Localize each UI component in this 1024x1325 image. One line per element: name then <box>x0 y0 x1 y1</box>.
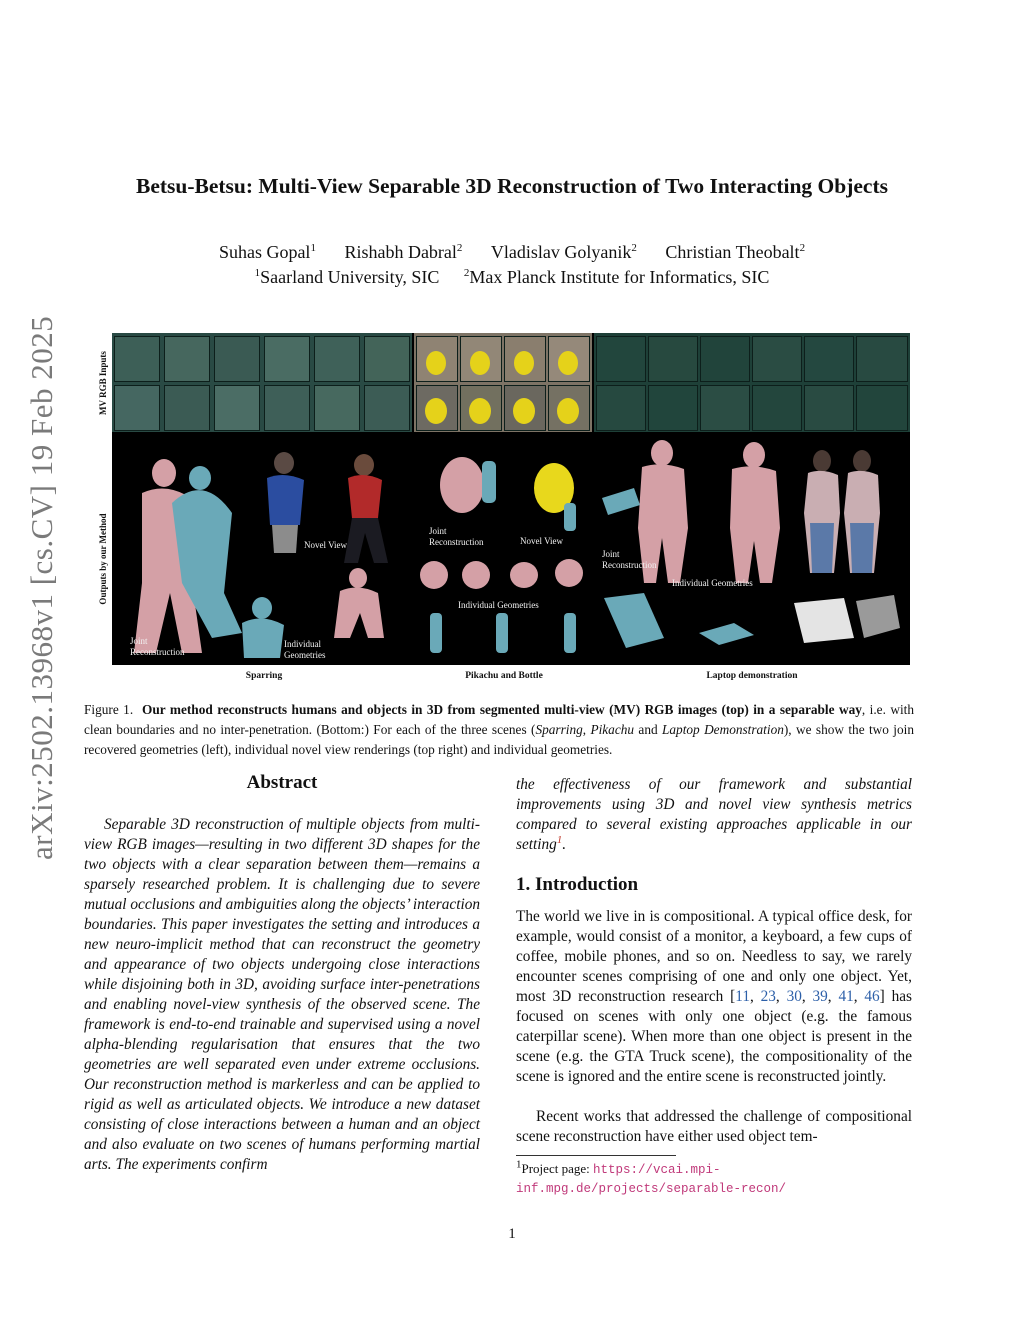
intro-paragraph: Recent works that addressed the challenge of compositional scene reconstruction have either used object tem- <box>516 1108 912 1145</box>
label-individual-geometries: Individual Geometries <box>672 578 753 588</box>
figure-panel-sparring <box>112 333 412 665</box>
affiliation: $^2$Max Planck Institute for Informatics, SIC <box>463 267 770 287</box>
pikachu-render <box>414 433 592 665</box>
abstract-continuation-end: . <box>562 836 567 853</box>
footnote-divider <box>516 1155 676 1156</box>
output-render <box>594 433 910 665</box>
figure-row-label-top: MV RGB Inputs <box>98 351 108 415</box>
footnote-ref[interactable]: 1 <box>556 833 563 846</box>
output-render <box>414 433 592 665</box>
paper-title: Betsu-Betsu: Multi-View Separable 3D Reconstruction of Two Interacting Objects <box>135 174 889 198</box>
intro-text: The world we live in is compositional. A typical office desk, for example, would consist of a monitor, a keyboard, a few cups of coffee, mobile phones, and so on. Needless to say, we rarely encounter scenes comprising of one and only one object. Yet, most 3D reconstruction research [ <box>516 908 912 1005</box>
caption-text: ), we show the two join recovered geometries (left), individual novel view renderings (top right) and individual geometries. <box>84 722 914 757</box>
abstract-continuation <box>516 775 912 855</box>
abstract-heading: Abstract <box>246 772 318 793</box>
figure-row-label-bottom: Outputs by our Method <box>98 513 108 605</box>
affiliation-list <box>80 265 944 290</box>
intro-paragraph: The world we live in is compositional. A typical office desk, for example, would consist of a monitor, a keyboard, a few cups of coffee, mobile phones, and so on. Needless to say, we rarely encounter scenes comprising of one and only one object. Yet, most 3D reconstruction research [11, 23, 30, 39, 41, 46] has focused on scenes with only one object (e.g. the famous caterpillar scene). When more than one object is present in the scene (e.g. the GTA Truck scene), the compositionality of the scene is ignored and the entire scene is reconstructed jointly. <box>516 908 912 1085</box>
citation-link[interactable]: 39 <box>812 988 828 1005</box>
scene-label-laptop: Laptop demonstration <box>706 671 798 681</box>
multiview-input-grid <box>112 333 412 432</box>
label-reconstruction: Reconstruction <box>602 560 657 570</box>
author: Christian Theobalt$^2$ <box>665 242 806 262</box>
label-joint: Joint <box>602 549 620 559</box>
author: Rishabh Dabral$^2$ <box>344 242 463 262</box>
multiview-input-grid <box>414 333 592 432</box>
laptop-render <box>594 433 910 665</box>
figure-caption <box>84 700 914 760</box>
teaser-figure <box>112 333 910 665</box>
citation-link[interactable]: 30 <box>786 988 802 1005</box>
caption-italic: Pikachu <box>590 722 635 737</box>
caption-text: , i.e. with clean boundaries and no inter-penetration. (Bottom:) For each of the three scenes ( <box>84 702 914 737</box>
citation-link[interactable]: 46 <box>864 988 880 1005</box>
footnote <box>516 1160 916 1198</box>
label-novel-view: Novel View <box>520 536 564 546</box>
multiview-input-grid <box>594 333 910 432</box>
author: Suhas Gopal$^1$ <box>218 242 316 262</box>
footnote-marker: 1 <box>516 1158 522 1171</box>
abstract-body: Separable 3D reconstruction of multiple objects from multi-view RGB images—resulting in two different 3D shapes for the two objects with a clear separation between them—remains a sparsely researched problem. It is challenging due to severe mutual occlusions and ambiguities along the objects’ interaction boundaries. This paper investigates the setting and introduces a new neuro-implicit method that can reconstruct the geometry and appearance of two objects undergoing close interactions while disjoining both in 3D, avoiding surface inter-penetrations and enabling novel-view synthesis of the observed scene. The framework is end-to-end trainable and supervised using a novel alpha-blending regularisation that ensures that the two geometries are well separated even under extreme occlusions. Our reconstruction method is markerless and can be applied to rigid as well as articulated objects. We introduce a new dataset consisting of close interactions between a human and an object and also evaluate on two scenes of humans performing martial arts. The experiments confirm <box>84 816 480 1173</box>
figure-panel-pikachu <box>414 333 592 665</box>
scene-label-sparring: Sparring <box>245 671 283 681</box>
caption-bold: Our method reconstructs humans and objects in 3D from segmented multi-view (MV) RGB images (top) in a separable way <box>142 702 862 717</box>
scene-label-pikachu: Pikachu and Bottle <box>465 671 543 681</box>
caption-text: , <box>582 722 591 737</box>
abstract-continuation-text: the effectiveness of our framework and substantial improvements using 3D and novel view synthesis metrics compared to several existing approaches applicable in our setting <box>516 776 912 853</box>
arxiv-identifier: arXiv:2502.13968v1 [cs.CV] 19 Feb 2025 <box>24 315 59 860</box>
caption-text: and <box>634 722 663 737</box>
label-reconstruction: Reconstruction <box>130 647 185 657</box>
label-geometries: Geometries <box>284 650 326 660</box>
citation-link[interactable]: 41 <box>838 988 854 1005</box>
label-joint: Joint <box>429 526 447 536</box>
output-render <box>112 433 412 665</box>
author: Vladislav Golyanik$^2$ <box>490 242 637 262</box>
label-novel-view: Novel View <box>304 540 348 550</box>
label-reconstruction: Reconstruction <box>429 537 484 547</box>
author-list <box>80 240 944 265</box>
citation-link[interactable]: 11 <box>735 988 750 1005</box>
section-heading: 1. Introduction <box>516 874 639 895</box>
caption-prefix: Figure 1. <box>84 702 134 717</box>
project-page-link[interactable]: https://vcai.mpi-inf.mpg.de/projects/separable-recon/ <box>516 1163 787 1196</box>
label-joint: Joint <box>130 636 148 646</box>
caption-italic: Laptop Demonstration <box>662 722 784 737</box>
figure-panel-laptop <box>594 333 910 665</box>
sparring-render <box>112 433 412 665</box>
intro-text: ] has focused on scenes with only one object (e.g. the famous caterpillar scene). When more than one object is present in the scene (e.g. the GTA Truck scene), the compositionality of the scene is ignored and the entire scene is reconstructed jointly. <box>516 988 912 1085</box>
citation-link[interactable]: 23 <box>760 988 776 1005</box>
caption-italic: Sparring <box>535 722 583 737</box>
label-individual-geometries: Individual Geometries <box>458 600 539 610</box>
affiliation: $^1$Saarland University, SIC <box>254 267 440 287</box>
footnote-label: Project page: <box>521 1161 593 1176</box>
label-individual: Individual <box>284 639 321 649</box>
page-number: 1 <box>508 1226 516 1242</box>
